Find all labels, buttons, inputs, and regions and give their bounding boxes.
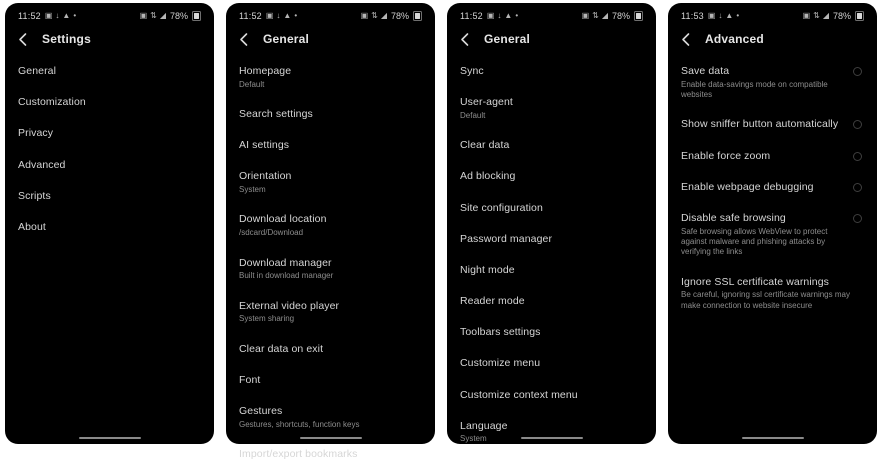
setting-label: Customize menu: [460, 357, 541, 370]
setting-label: Advanced: [18, 158, 66, 171]
battery-icon: [192, 11, 201, 21]
setting-label: Clear data: [460, 139, 510, 152]
setting-label: Download manager: [239, 256, 332, 269]
back-button[interactable]: [681, 33, 690, 46]
settings-item[interactable]: [239, 248, 422, 291]
setting-label: Customization: [18, 96, 86, 109]
phone-screen: [447, 3, 656, 444]
signal-icon: ◢: [380, 11, 387, 20]
status-right: [803, 11, 864, 21]
alarm-icon: ▣: [360, 11, 369, 20]
alarm-icon: ▣: [581, 11, 590, 20]
checkbox-icon[interactable]: [853, 152, 862, 161]
settings-item[interactable]: [460, 317, 643, 348]
setting-label: Save data: [681, 65, 730, 77]
status-left-icons: [708, 12, 739, 20]
setting-label: Reader mode: [460, 295, 525, 308]
setting-sublabel: Built in download manager: [239, 271, 334, 281]
wifi-data-icon: ⇅: [371, 11, 378, 20]
dot-icon: •: [515, 11, 519, 20]
settings-item[interactable]: [681, 267, 864, 320]
battery-percent: 78%: [390, 11, 409, 21]
settings-item[interactable]: [460, 193, 643, 224]
back-button[interactable]: [18, 33, 27, 46]
download-icon: ↓: [718, 11, 723, 20]
dot-icon: •: [294, 11, 298, 20]
status-bar: [447, 3, 656, 23]
page-title: General: [484, 32, 531, 46]
wifi-data-icon: ⇅: [150, 11, 157, 20]
setting-label: Disable safe browsing: [681, 211, 786, 224]
settings-item[interactable]: [460, 130, 643, 161]
download-icon: ↓: [55, 11, 60, 20]
home-indicator[interactable]: [79, 437, 141, 440]
setting-label: Orientation: [239, 170, 292, 183]
battery-percent: 78%: [169, 11, 188, 21]
setting-sublabel: Safe browsing allows WebView to protect against malware and phishing attacks by verifying the links: [681, 226, 828, 257]
settings-item[interactable]: [681, 141, 864, 172]
setting-label: Search settings: [239, 108, 313, 121]
chevron-left-icon: [239, 33, 248, 46]
dot-icon: •: [736, 11, 740, 20]
setting-label: Night mode: [460, 263, 515, 276]
settings-item[interactable]: [239, 204, 422, 247]
image-icon: ▣: [486, 11, 495, 20]
status-right-icons: [803, 12, 829, 20]
setting-sublabel: Gestures, shortcuts, function keys: [239, 419, 360, 429]
settings-item[interactable]: [239, 365, 422, 396]
app-header: [5, 23, 214, 54]
settings-item[interactable]: [460, 411, 643, 454]
settings-item[interactable]: [239, 396, 422, 439]
wifi-data-icon: ⇅: [592, 11, 599, 20]
setting-sublabel: Default: [460, 110, 486, 120]
checkbox-icon[interactable]: [853, 120, 862, 129]
dot-icon: •: [73, 11, 77, 20]
setting-label: External video player: [239, 299, 340, 312]
settings-list: [226, 54, 435, 470]
app-header: [668, 23, 877, 54]
status-left: [18, 11, 76, 21]
setting-label: User-agent: [460, 96, 513, 109]
phone-screen: [226, 3, 435, 461]
setting-label: Password manager: [460, 232, 553, 245]
setting-sublabel: System sharing: [239, 314, 295, 324]
settings-list: [447, 54, 656, 454]
setting-label: About: [18, 220, 46, 233]
status-bar: [668, 3, 877, 23]
status-left-icons: [487, 12, 518, 20]
battery-percent: 78%: [611, 11, 630, 21]
settings-item[interactable]: [681, 109, 864, 140]
setting-label: Site configuration: [460, 201, 543, 214]
home-indicator[interactable]: [300, 437, 362, 440]
setting-label: Show sniffer button automatically: [681, 118, 839, 131]
settings-item[interactable]: [460, 348, 643, 379]
setting-sublabel: /sdcard/Download: [239, 228, 304, 238]
phone-screen: [5, 3, 214, 444]
image-icon: ▣: [707, 11, 716, 20]
phone-screen: [668, 3, 877, 444]
status-right-icons: [582, 12, 608, 20]
status-left: [460, 11, 518, 21]
warning-triangle-icon: ▲: [283, 11, 292, 20]
home-indicator[interactable]: [521, 437, 583, 440]
setting-label: Homepage: [239, 65, 292, 77]
settings-item[interactable]: [18, 212, 201, 243]
settings-item[interactable]: [18, 118, 201, 149]
setting-sublabel: System: [239, 185, 266, 195]
battery-icon: [413, 11, 422, 21]
settings-item[interactable]: [18, 150, 201, 181]
app-header: [447, 23, 656, 54]
status-time: 11:52: [18, 11, 41, 21]
setting-label: Privacy: [18, 127, 54, 140]
status-bar: [226, 3, 435, 23]
setting-sublabel: System: [460, 434, 487, 444]
page-title: Advanced: [705, 32, 764, 46]
checkbox-icon[interactable]: [853, 183, 862, 192]
status-left: [239, 11, 297, 21]
warning-triangle-icon: ▲: [62, 11, 71, 20]
setting-label: Toolbars settings: [460, 326, 541, 339]
setting-label: General: [18, 65, 57, 77]
setting-label: AI settings: [239, 139, 290, 152]
settings-item[interactable]: [681, 203, 864, 267]
signal-icon: ◢: [601, 11, 608, 20]
home-indicator[interactable]: [742, 437, 804, 440]
setting-label: Ad blocking: [460, 170, 516, 183]
settings-item[interactable]: [460, 56, 643, 87]
status-left: [681, 11, 739, 21]
settings-item[interactable]: [460, 224, 643, 255]
checkbox-icon[interactable]: [853, 67, 862, 76]
settings-list: [668, 54, 877, 320]
settings-item[interactable]: [681, 56, 864, 109]
settings-item[interactable]: [239, 291, 422, 334]
status-time: 11:52: [239, 11, 262, 21]
setting-label: Clear data on exit: [239, 342, 324, 355]
warning-triangle-icon: ▲: [504, 11, 513, 20]
status-left-icons: [266, 12, 297, 20]
status-right-icons: [140, 12, 166, 20]
chevron-left-icon: [18, 33, 27, 46]
setting-label: Enable webpage debugging: [681, 180, 814, 193]
setting-label: Enable force zoom: [681, 149, 771, 162]
setting-label: Gestures: [239, 405, 283, 417]
settings-item[interactable]: [681, 172, 864, 203]
settings-item[interactable]: [18, 56, 201, 87]
download-icon: ↓: [497, 11, 502, 20]
download-icon: ↓: [276, 11, 281, 20]
settings-item[interactable]: [239, 99, 422, 130]
battery-icon: [634, 11, 643, 21]
back-button[interactable]: [239, 33, 248, 46]
battery-icon: [855, 11, 864, 21]
status-right: [582, 11, 643, 21]
setting-label: Customize context menu: [460, 388, 578, 401]
image-icon: ▣: [265, 11, 274, 20]
status-left-icons: [45, 12, 76, 20]
settings-item[interactable]: [460, 161, 643, 192]
status-right-icons: [361, 12, 387, 20]
settings-item[interactable]: [18, 87, 201, 118]
settings-item[interactable]: [460, 380, 643, 411]
settings-item[interactable]: [239, 161, 422, 204]
status-bar: [5, 3, 214, 23]
status-time: 11:52: [460, 11, 483, 21]
settings-item[interactable]: [239, 130, 422, 161]
setting-label: Scripts: [18, 189, 51, 202]
chevron-left-icon: [681, 33, 690, 46]
status-right: [140, 11, 201, 21]
back-button[interactable]: [460, 33, 469, 46]
setting-label: Sync: [460, 65, 484, 77]
setting-label: Language: [460, 419, 508, 432]
warning-triangle-icon: ▲: [725, 11, 734, 20]
settings-item[interactable]: [239, 439, 422, 470]
setting-label: Import/export bookmarks: [239, 448, 358, 461]
settings-list: [5, 54, 214, 243]
chevron-left-icon: [460, 33, 469, 46]
setting-sublabel: Default: [239, 79, 265, 89]
setting-label: Download location: [239, 213, 327, 226]
wifi-data-icon: ⇅: [813, 11, 820, 20]
setting-label: Font: [239, 373, 261, 386]
signal-icon: ◢: [822, 11, 829, 20]
setting-sublabel: Be careful, ignoring ssl certificate warnings may make connection to website insecure: [681, 290, 850, 310]
checkbox-icon[interactable]: [853, 214, 862, 223]
settings-item[interactable]: [239, 334, 422, 365]
settings-item[interactable]: [239, 56, 422, 99]
signal-icon: ◢: [159, 11, 166, 20]
settings-item[interactable]: [18, 181, 201, 212]
status-right: [361, 11, 422, 21]
status-time: 11:53: [681, 11, 704, 21]
settings-item[interactable]: [460, 87, 643, 130]
battery-percent: 78%: [832, 11, 851, 21]
alarm-icon: ▣: [139, 11, 148, 20]
alarm-icon: ▣: [802, 11, 811, 20]
setting-sublabel: Enable data-savings mode on compatible websites: [681, 79, 828, 100]
settings-item[interactable]: [460, 286, 643, 317]
page-title: Settings: [42, 32, 91, 46]
image-icon: ▣: [44, 11, 53, 20]
setting-label: Ignore SSL certificate warnings: [681, 275, 830, 288]
app-header: [226, 23, 435, 54]
settings-item[interactable]: [460, 255, 643, 286]
page-title: General: [263, 32, 310, 46]
